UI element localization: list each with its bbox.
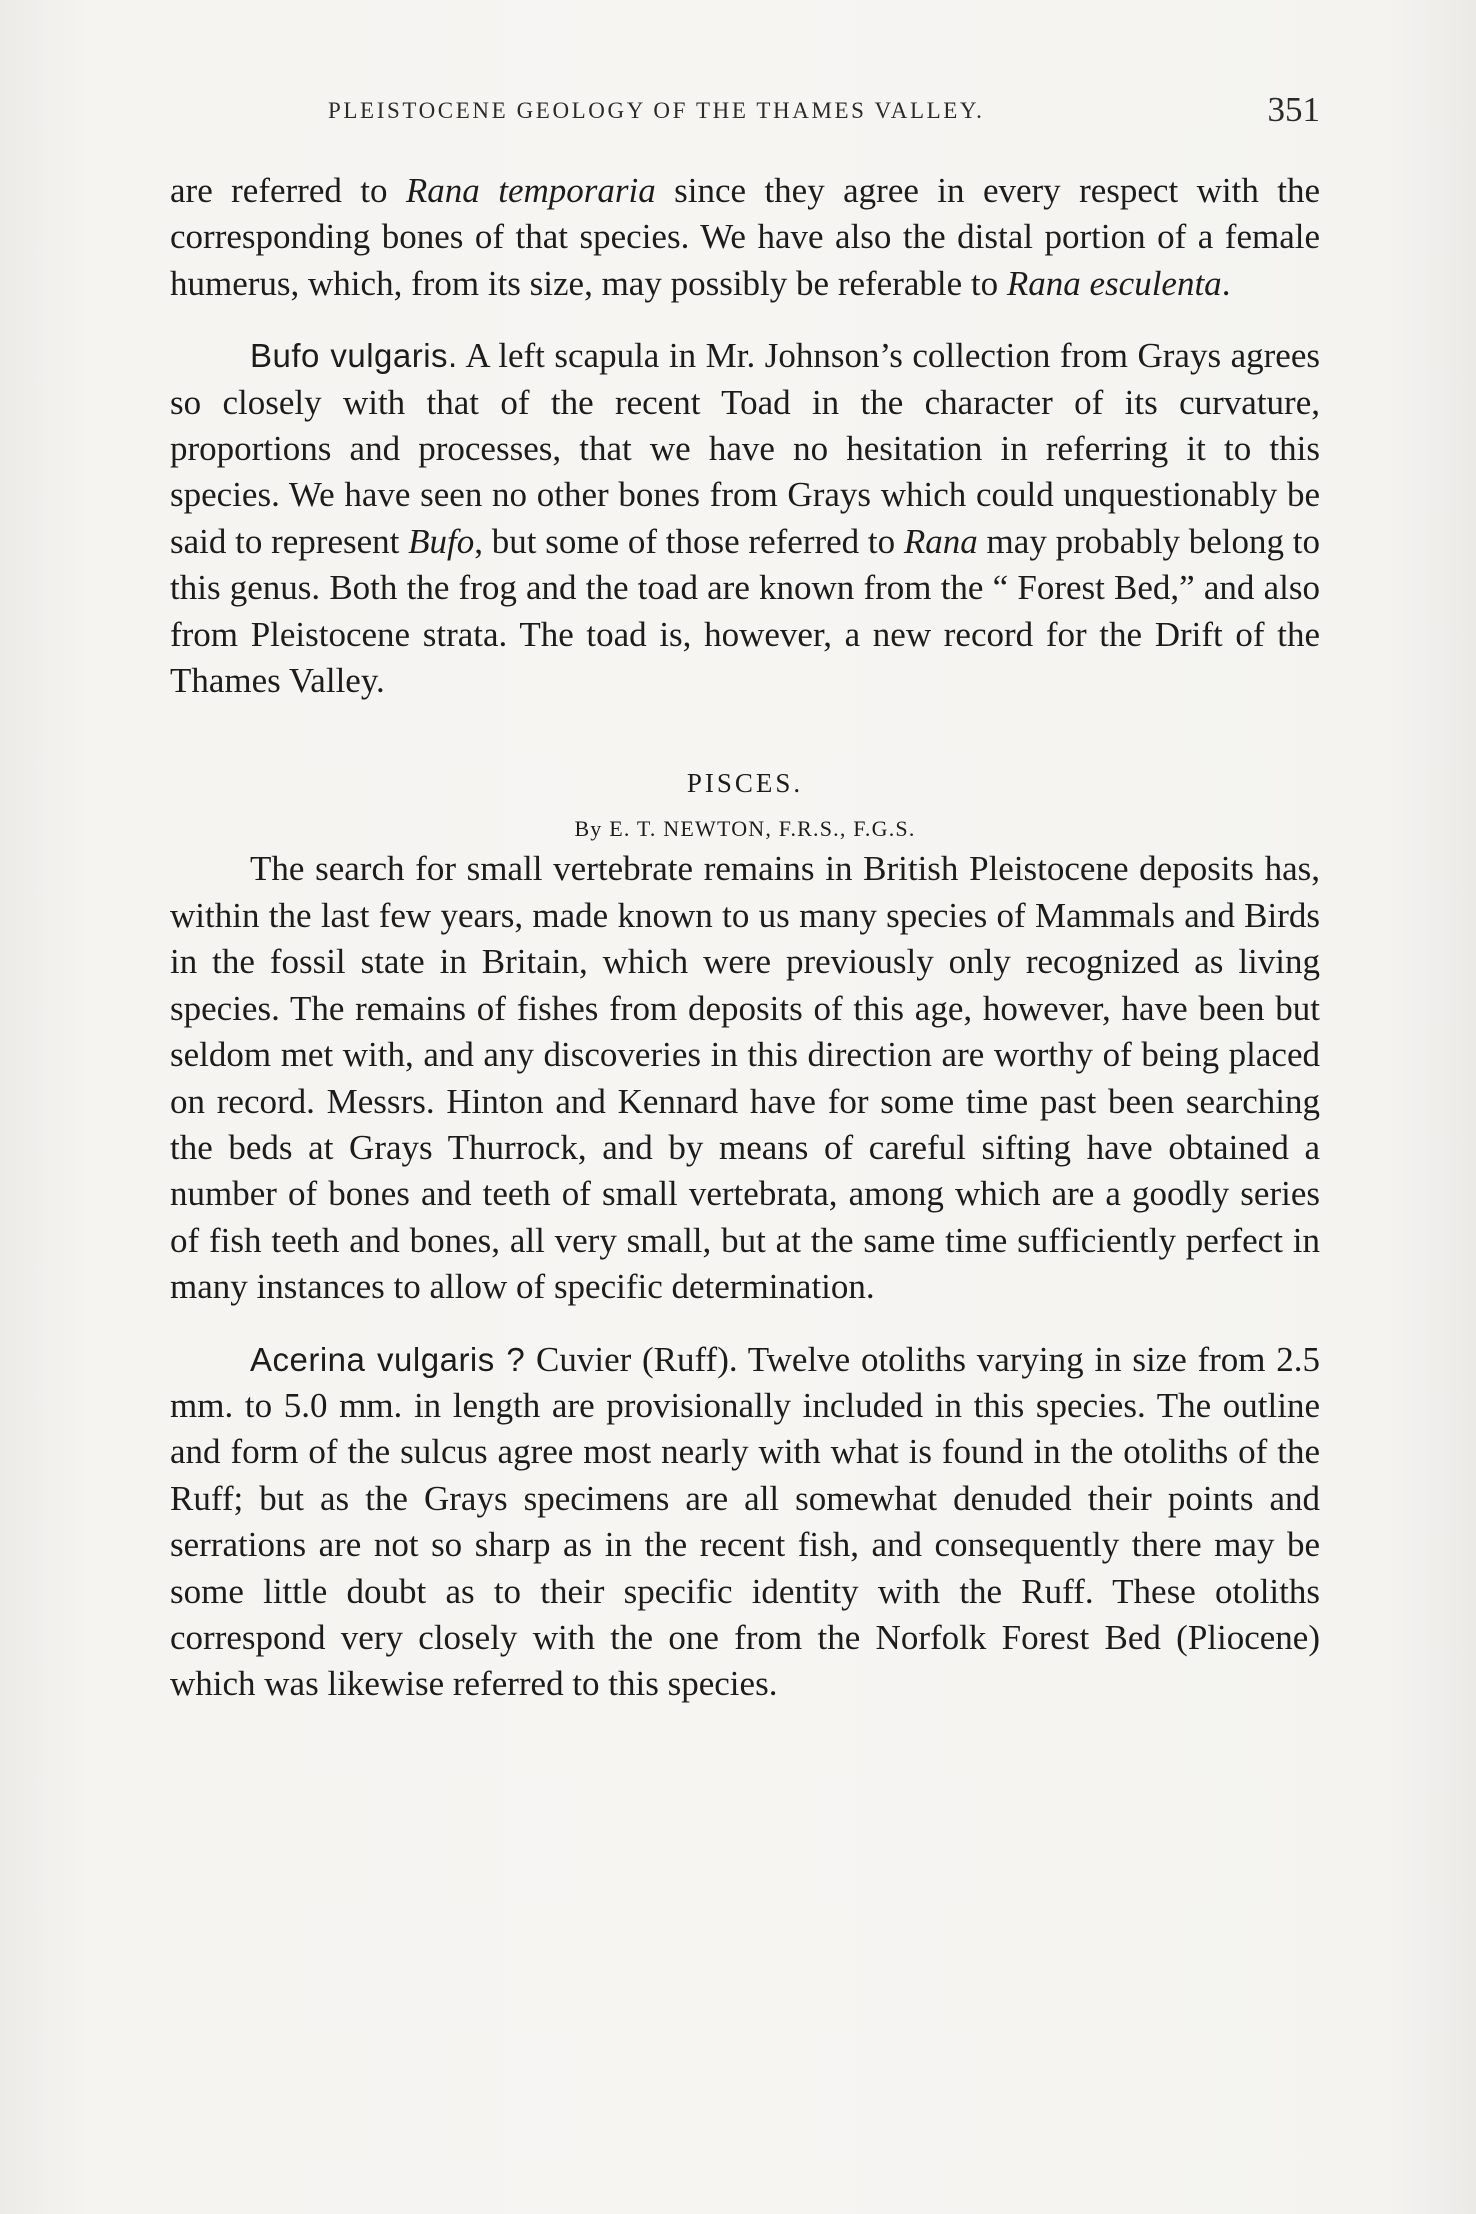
page-body: [170, 168, 1320, 1708]
paragraph-pisces-intro: The search for small vertebrate remains in British Pleistocene deposits has, within the last few years, made known to us many species of Mammals and Birds in the fossil state in Britain, which were previously only recognized as living species. The remains of fishes from deposits of this age, however, have been but seldom met with, and any discoveries in this direction are worthy of being placed on record. Messrs. Hinton and Kennard have for some time past been searching the beds at Grays Thurrock, and by means of careful sifting have obtained a number of bones and teeth of small vertebrata, among which are a goodly series of fish teeth and bones, all very small, but at the same time sufficiently perfect in many instances to allow of specific determination.: [170, 849, 1320, 1307]
taxon-italic: Rana esculenta: [1006, 263, 1222, 303]
page-number: 351: [1267, 90, 1320, 129]
taxon-italic: Rana: [903, 521, 978, 561]
text-run: may probably belong to this genus. Both the frog and the toad are known from the “ Forest Bed,” and also from Pleistocene strata. The toad is, however, a new record for the Drift of the Thames Valley.: [170, 521, 1320, 701]
species-heading-acerina: Acerina vulgaris ?: [250, 1340, 526, 1378]
text-run: since they agree in every respect with the corresponding bones of that species. We have also the distal portion of a female humerus, which, from its size, may possibly be referable to: [170, 171, 1320, 303]
author-byline: By E. T. NEWTON, F.R.S., F.G.S.: [574, 816, 916, 842]
page-header: [170, 90, 1320, 136]
text-run: , but some of those referred to: [474, 521, 904, 561]
section-title: PISCES.: [686, 768, 804, 799]
paragraph-gap: [170, 1311, 1320, 1337]
running-head: PLEISTOCENE GEOLOGY OF THE THAMES VALLEY.: [328, 98, 985, 123]
paragraph-bufo: [170, 333, 1320, 704]
species-heading-bufo: Bufo vulgaris.: [250, 337, 458, 375]
text-run: A left scapula in Mr. Johnson’s collection from Grays agrees so closely with that of the recent Toad in the character of its curvature, proportions and processes, that we have no hesitation in referring it to this species. We have seen no other bones from Grays which could unquestionably be said to represent: [170, 336, 1320, 561]
taxon-italic: Bufo: [408, 521, 475, 561]
paragraph-rana: [170, 168, 1320, 307]
paragraph-gap: [170, 307, 1320, 333]
text-run: Cuvier (Ruff). Twelve otoliths varying in size from 2.5 mm. to 5.0 mm. in length are provisionally included in this species. The outline and form of the sulcus agree most nearly with what is found in the otoliths of the Ruff; but as the Grays specimens are all somewhat denuded their points and serrations are not so sharp as in the recent fish, and consequently there may be some little doubt as to their specific identity with the Ruff. These otoliths correspond very closely with the one from the Norfolk Forest Bed (Pliocene) which was likewise referred to this species.: [170, 1339, 1320, 1704]
text-run: .: [1221, 263, 1231, 303]
paragraph-acerina: [170, 1337, 1320, 1708]
taxon-italic: Rana temporaria: [405, 171, 656, 210]
text-run: are referred to: [170, 171, 406, 210]
